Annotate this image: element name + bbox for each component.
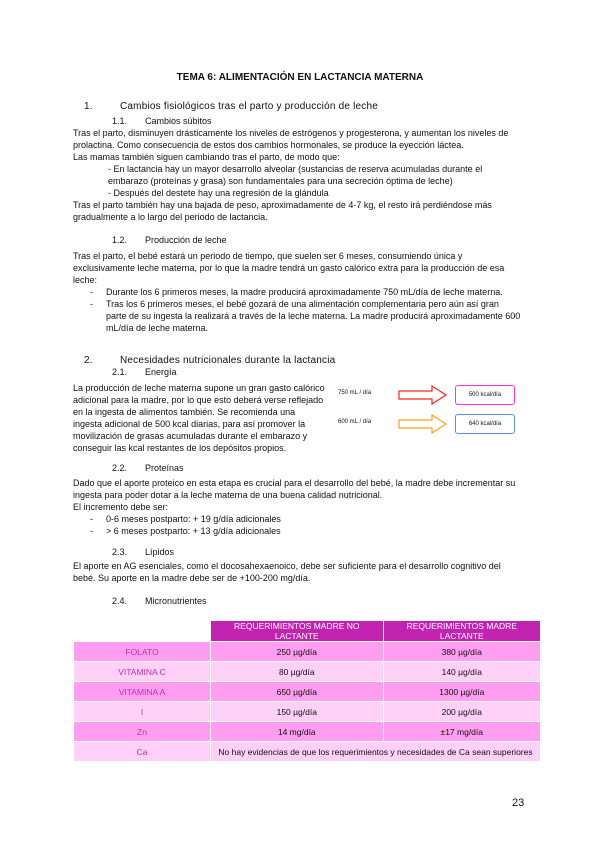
table-cell: No hay evidencias de que los requerimientos y necesidades de Ca sean superiores [211, 742, 541, 762]
text-line: en la ingesta de alimentos también. Se recomienda una [73, 407, 296, 417]
table-row [74, 702, 541, 722]
section-1-heading [84, 101, 378, 112]
section-number: 2.4. [112, 596, 128, 606]
section-title: Necesidades nutricionales durante la lactancia [120, 355, 336, 366]
text-line: 0-6 meses postparto: + 19 g/día adicionales [106, 514, 281, 524]
text-line: adicional para la madre, por lo que esto deberá verse reflejado [73, 395, 324, 405]
milk-volume-label: 600 mL / día [338, 419, 372, 425]
section-2-4-heading [112, 596, 207, 606]
header-cell-empty [74, 621, 211, 642]
table-cell: 150 µg/día [211, 702, 384, 722]
text-line: embarazo (proteínas y grasa) son fundamentales para una secreción óptima de leche) [108, 176, 453, 186]
section-2-3-body [73, 560, 543, 584]
text-line: - En lactancia hay un mayor desarrollo alveolar (sustancias de reserva acumuladas durante el [108, 164, 483, 174]
section-1-1-heading [112, 116, 212, 126]
table-cell: 1300 µg/día [383, 682, 540, 702]
arrow-icon [398, 414, 448, 434]
bullet-item: - > 6 meses postparto: + 13 g/día adicionales [73, 525, 543, 537]
text-line: > 6 meses postparto: + 13 g/día adicionales [106, 526, 281, 536]
table-cell: 200 µg/día [383, 702, 540, 722]
table-cell: ±17 mg/día [383, 722, 540, 742]
row-label: VITAMINA C [74, 662, 211, 682]
row-label: I [74, 702, 211, 722]
row-label: FOLATO [74, 642, 211, 662]
kcal-box: 500 kcal/día [455, 385, 515, 405]
section-title: Micronutrientes [145, 596, 207, 606]
text-line: leche: [73, 275, 98, 285]
text-line: Tras el parto, disminuyen drásticamente los niveles de estrógenos y progesterona, y aumentan los niveles de [73, 128, 509, 138]
table-cell: 80 µg/día [211, 662, 384, 682]
text-line: movilización de grasas acumuladas durante el embarazo y [73, 431, 308, 441]
section-2-heading [84, 355, 335, 366]
text-line: Tras los 6 primeros meses, el bebé gozará de una alimentación complementaria pero aún así gran [106, 299, 499, 309]
row-label: VITAMINA A [74, 682, 211, 702]
table-row [74, 642, 541, 662]
text-line: parte de su ingesta la realizará a través de la leche materna. La madre producirá aproximadamente 600 [106, 311, 521, 321]
section-number: 1. [84, 101, 93, 112]
table-row [74, 722, 541, 742]
section-title: Proteínas [145, 463, 184, 473]
bullet-item: - Durante los 6 primeros meses, la madre producirá aproximadamente 750 mL/día de leche materna. [73, 286, 543, 298]
header-cell: REQUERIMIENTOS MADRE LACTANTE [383, 621, 540, 642]
text-line: prolactina. Como consecuencia de estos dos cambios hormonales, se produce la eyección láctea. [73, 140, 464, 150]
text-line: La producción de leche materna supone un gran gasto calórico [73, 383, 325, 393]
section-1-2-heading [112, 235, 227, 245]
header-cell: REQUERIMIENTOS MADRE NO LACTANTE [211, 621, 384, 642]
page-title: TEMA 6: ALIMENTACIÓN EN LACTANCIA MATERNA [176, 72, 424, 83]
section-2-2-body [73, 477, 543, 537]
section-title: Cambios fisiológicos tras el parto y producción de leche [120, 101, 378, 112]
text-line: ingesta para poder dotar a la leche materna de una buena calidad nutricional. [73, 490, 383, 500]
text-line: Dado que el aporte proteico en esta etapa es crucial para el desarrollo del bebé, la madre debe incrementar su [73, 478, 516, 488]
section-1-1-body [73, 127, 543, 223]
text-line: - Después del destete hay una regresión de la glándula [108, 188, 329, 198]
milk-volume-label: 750 mL / día [338, 390, 372, 396]
table-header-row [74, 621, 541, 642]
row-label: Zn [74, 722, 211, 742]
text-line: bebé. Su aporte en la madre debe ser de +100-200 mg/día. [73, 573, 311, 583]
table-row [74, 662, 541, 682]
text-line: ingesta adicional de 500 kcal diarias, para así promover la [73, 419, 306, 429]
kcal-box: 640 kcal/día [455, 414, 515, 434]
energy-diagram [338, 385, 538, 435]
page-number: 23 [512, 797, 525, 809]
section-1-2-body [73, 250, 543, 334]
section-2-2-heading [112, 463, 184, 473]
section-number: 2.1. [112, 367, 128, 377]
bullet-item: - Tras los 6 primeros meses, el bebé gozará de una alimentación complementaria pero aún así gran parte de su ingesta la realizará a través de la leche materna. La madre producirá aproximadamente 600 mL/día de leche materna. [73, 298, 543, 334]
section-title: Energía [145, 367, 177, 377]
table-cell: 14 mg/día [211, 722, 384, 742]
section-number: 2.3. [112, 547, 128, 557]
table-cell: 250 µg/día [211, 642, 384, 662]
text-line: mL/día de leche materna. [106, 323, 209, 333]
text-line: Tras el parto, el bebé estará un periodo de tiempo, que suelen ser 6 meses, consumiendo única y [73, 251, 463, 261]
row-label: Ca [74, 742, 211, 762]
section-2-1-body [73, 382, 333, 454]
text-line: Durante los 6 primeros meses, la madre producirá aproximadamente 750 mL/día de leche materna. [106, 287, 503, 297]
table-cell: 650 µg/día [211, 682, 384, 702]
table-row [74, 742, 541, 762]
section-title: Producción de leche [145, 235, 227, 245]
micronutrients-table [73, 620, 541, 762]
arrow-icon [398, 385, 448, 405]
table-row [74, 682, 541, 702]
section-2-3-heading [112, 547, 174, 557]
text-line: Tras el parto también hay una bajada de peso, aproximadamente de 4-7 kg, el resto irá perdiéndose más [73, 200, 492, 210]
section-title: Cambios súbitos [145, 116, 212, 126]
section-number: 2. [84, 355, 93, 366]
section-title: Lípidos [145, 547, 175, 557]
text-line: exclusivamente leche materna, por lo que la madre tendrá un gasto calórico extra para la producción de esa [73, 263, 505, 273]
table-cell: 140 µg/día [383, 662, 540, 682]
section-number: 1.1. [112, 116, 128, 126]
table-cell: 380 µg/día [383, 642, 540, 662]
section-2-1-heading [112, 367, 177, 377]
text-line: Las mamas también siguen cambiando tras el parto, de modo que: [73, 152, 340, 162]
text-line: El incremento debe ser: [73, 502, 169, 512]
text-line: gradualmente a lo largo del periodo de lactancia. [73, 212, 268, 222]
bullet-item: - 0-6 meses postparto: + 19 g/día adicionales [73, 513, 543, 525]
section-number: 1.2. [112, 235, 128, 245]
section-number: 2.2. [112, 463, 128, 473]
text-line: conseguir las kcal restantes de los depósitos propios. [73, 443, 287, 453]
text-line: El aporte en AG esenciales, como el docosahexaenoico, debe ser suficiente para el desarrollo cognitivo del [73, 561, 501, 571]
